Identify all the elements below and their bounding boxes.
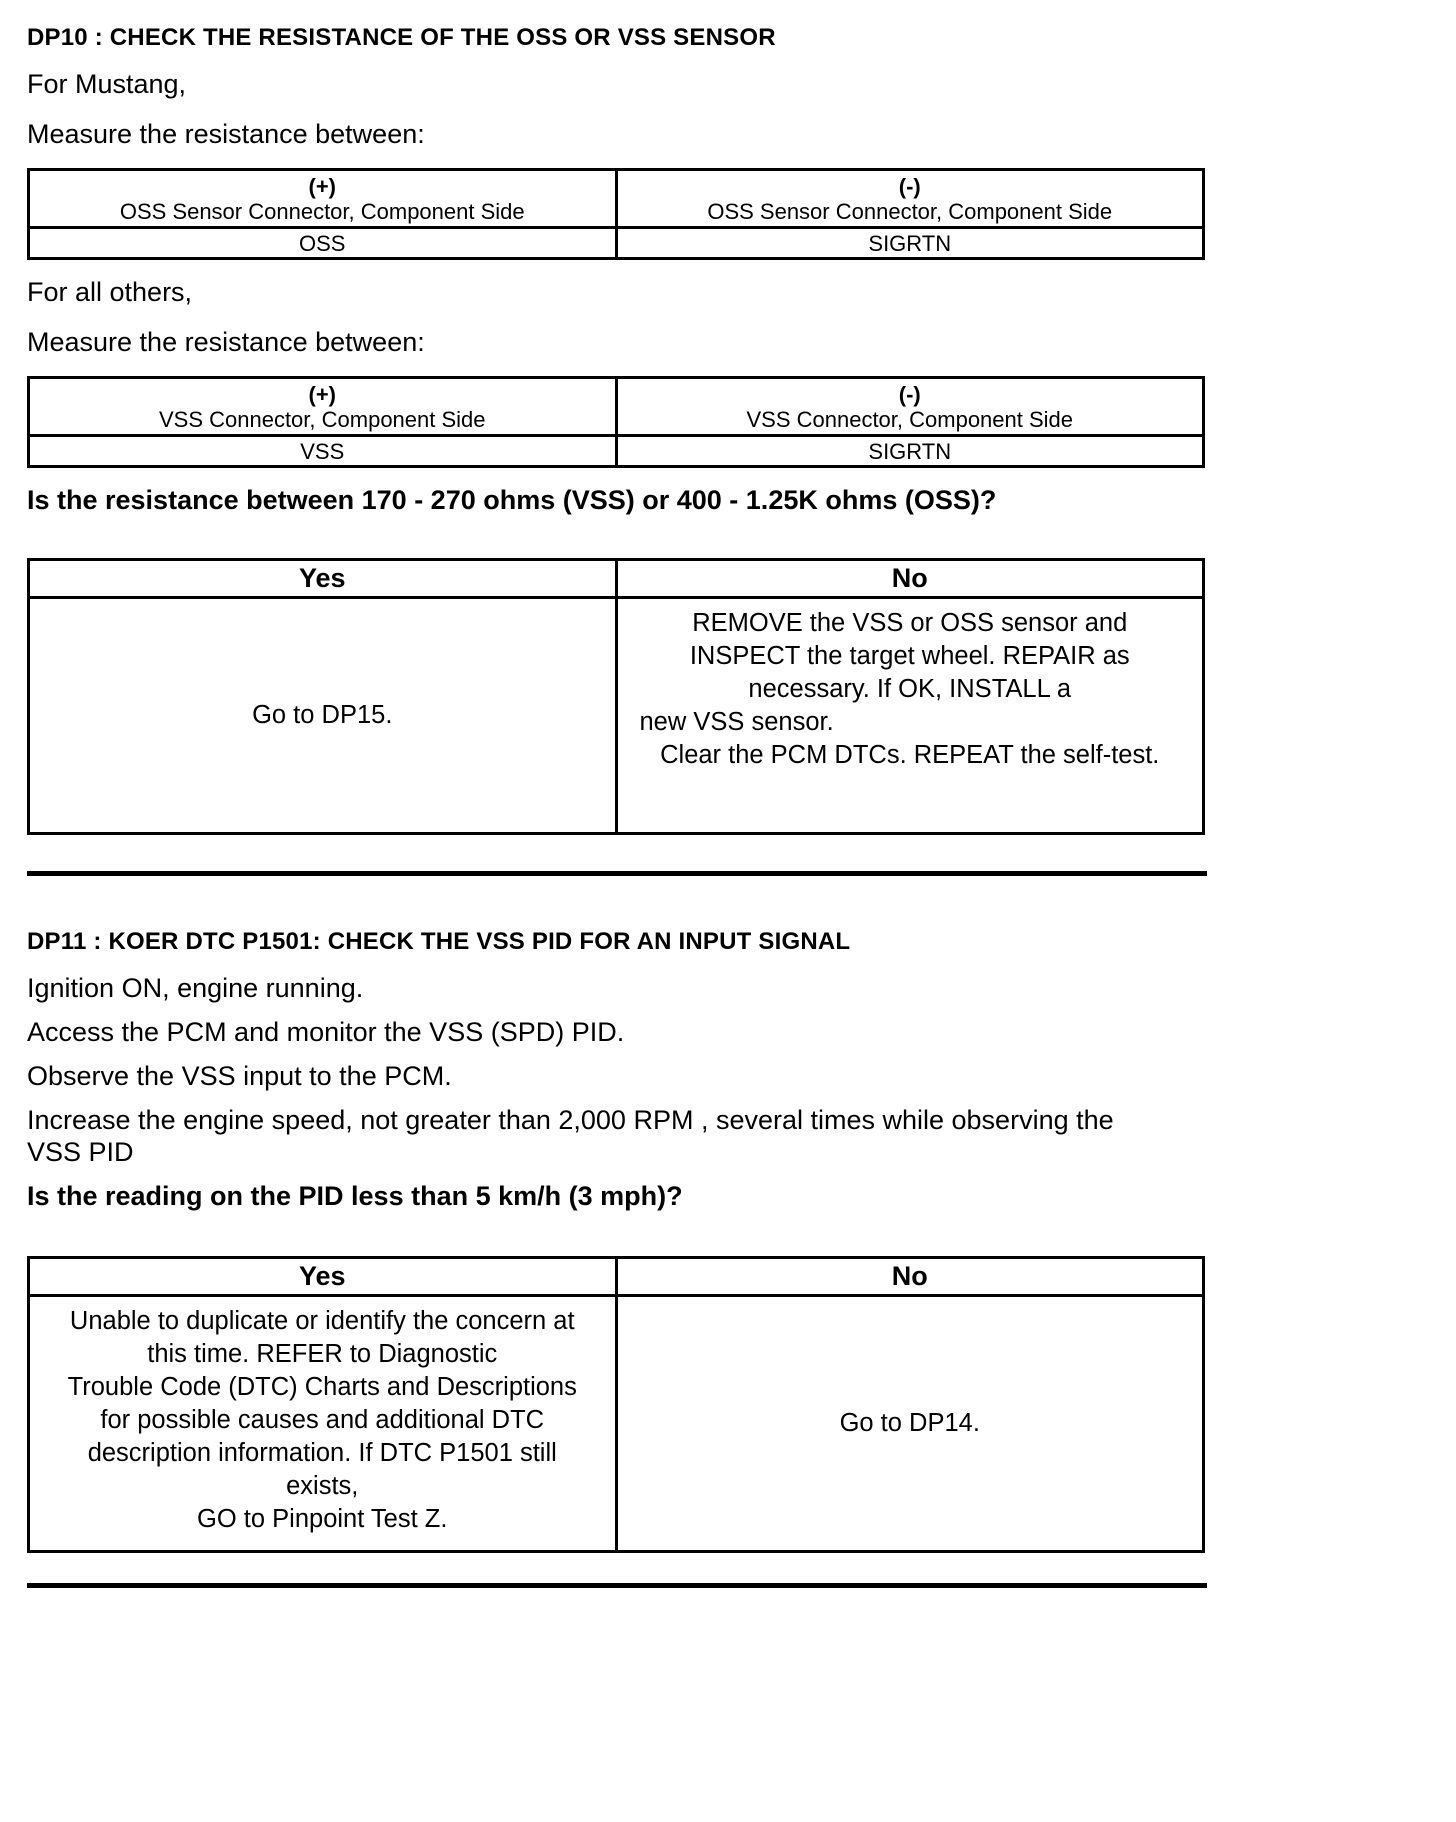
action-line: Go to DP15. — [252, 701, 393, 729]
action-line: Trouble Code (DTC) Charts and Descriptions — [67, 1373, 577, 1401]
action-line: Unable to duplicate or identify the concern at — [69, 1307, 575, 1335]
action-line: REMOVE the VSS or OSS sensor and — [692, 609, 1128, 637]
vss-connector-table — [27, 376, 1205, 468]
table-row — [29, 228, 1204, 259]
no-column-header: No — [616, 560, 1204, 598]
table-header-row — [29, 560, 1204, 598]
document-page — [27, 24, 1386, 1588]
action-line: necessary. If OK, INSTALL a — [748, 675, 1072, 703]
yes-column-header: Yes — [29, 560, 617, 598]
table-row — [29, 598, 1204, 834]
minus-sign: (-) — [898, 382, 921, 407]
dp10-decision-table — [27, 558, 1205, 835]
dp10-instruction-measure-2: Measure the resistance between: — [27, 327, 425, 357]
oss-minus-header-cell — [616, 170, 1204, 228]
vss-plus-pin-cell: VSS — [29, 436, 617, 467]
table-header-row — [29, 1258, 1204, 1296]
dp11-question: Is the reading on the PID less than 5 km/h (3 mph)? — [27, 1181, 683, 1211]
dp10-no-action-cell — [616, 598, 1204, 834]
action-line: Clear the PCM DTCs. REPEAT the self-test. — [660, 741, 1160, 769]
table-row — [29, 436, 1204, 467]
dp11-heading: DP11 : KOER DTC P1501: CHECK THE VSS PID FOR AN INPUT SIGNAL — [27, 928, 851, 955]
no-column-header: No — [616, 1258, 1204, 1296]
dp11-step-access-pcm: Access the PCM and monitor the VSS (SPD) PID. — [27, 1017, 625, 1047]
action-line: for possible causes and additional DTC — [100, 1406, 545, 1434]
dp11-step-ignition: Ignition ON, engine running. — [27, 973, 364, 1003]
action-line: Go to DP14. — [839, 1409, 980, 1437]
vss-plus-header-cell — [29, 378, 617, 436]
plus-sign: (+) — [308, 174, 336, 199]
dp10-condition-mustang: For Mustang, — [27, 69, 187, 99]
yes-column-header: Yes — [29, 1258, 617, 1296]
plus-connector-label: VSS Connector, Component Side — [158, 407, 486, 432]
section-dp10 — [27, 24, 1386, 835]
plus-connector-label: OSS Sensor Connector, Component Side — [119, 199, 525, 224]
vss-minus-header-cell — [616, 378, 1204, 436]
minus-sign: (-) — [898, 174, 921, 199]
table-header-row — [29, 378, 1204, 436]
vss-minus-pin-cell: SIGRTN — [616, 436, 1204, 467]
section-divider — [27, 871, 1207, 876]
action-line: new VSS sensor. — [639, 708, 834, 736]
dp11-decision-table — [27, 1256, 1205, 1553]
dp10-instruction-measure-1: Measure the resistance between: — [27, 119, 425, 149]
action-line: GO to Pinpoint Test Z. — [197, 1505, 448, 1533]
table-header-row — [29, 170, 1204, 228]
table-row — [29, 1296, 1204, 1552]
action-line: this time. REFER to Diagnostic — [147, 1340, 498, 1368]
dp10-question: Is the resistance between 170 - 270 ohms (VSS) or 400 - 1.25K ohms (OSS)? — [27, 485, 997, 515]
minus-connector-label: VSS Connector, Component Side — [746, 407, 1074, 432]
dp10-condition-all-others: For all others, — [27, 277, 193, 307]
dp11-step-observe-vss: Observe the VSS input to the PCM. — [27, 1061, 452, 1091]
action-line: exists, — [286, 1472, 359, 1500]
minus-connector-label: OSS Sensor Connector, Component Side — [707, 199, 1113, 224]
action-line: description information. If DTC P1501 still — [87, 1439, 557, 1467]
plus-sign: (+) — [308, 382, 336, 407]
oss-plus-pin-cell: OSS — [29, 228, 617, 259]
dp11-no-action-cell — [616, 1296, 1204, 1552]
dp10-heading: DP10 : CHECK THE RESISTANCE OF THE OSS OR VSS SENSOR — [27, 24, 776, 51]
oss-plus-header-cell — [29, 170, 617, 228]
oss-connector-table — [27, 168, 1205, 260]
oss-minus-pin-cell: SIGRTN — [616, 228, 1204, 259]
dp10-yes-action-cell — [29, 598, 617, 834]
section-dp11 — [27, 928, 1386, 1553]
dp11-step-increase-speed: Increase the engine speed, not greater than 2,000 RPM , several times while observing the VSS PID — [27, 1105, 1114, 1167]
action-line: INSPECT the target wheel. REPAIR as — [689, 642, 1130, 670]
section-divider — [27, 1583, 1207, 1588]
dp11-yes-action-cell — [29, 1296, 617, 1552]
